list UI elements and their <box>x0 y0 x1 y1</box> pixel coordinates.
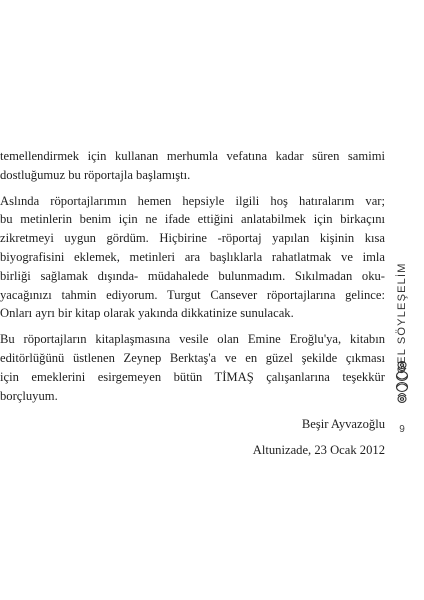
text-line: temellendirmek için kullanan merhumla vefatına kadar süren samimi <box>0 149 385 163</box>
author-name: Beşir Ayvazoğlu <box>301 417 385 432</box>
text-line: editörlüğünü üstlenen Zeynep Berktaş'a ve en güzel şekilde çıkması <box>0 350 385 365</box>
paragraph-1 <box>0 147 385 185</box>
text-line: Aslında röportajlarımın hemen hepsiyle ilgili hoş hatıralarım var; <box>0 193 385 208</box>
text-line: biyografisini eklemek, metinleri ara başlıklarla rahatlatmak ve imla <box>0 249 385 264</box>
ornamental-knot-icon <box>393 360 411 404</box>
text-line: birliği sağlamak dışında- müdahalede bulunmadım. Sıkılmadan oku- <box>0 268 385 283</box>
place-date: Altunizade, 23 Ocak 2012 <box>252 443 385 458</box>
paragraph-3 <box>0 330 385 405</box>
text-line: Bu röportajların kitaplaşmasına vesile olan Emine Eroğlu'ya, kitabın <box>0 332 385 347</box>
text-line: dostluğumuz bu röportajla başlamıştı. <box>0 167 191 182</box>
text-line: yacağınızı tahmin ediyorum. Turgut Cansever röportajlarına gelince: <box>0 287 385 302</box>
text-line: bu metinlerin benim için ne ifade ettiğini anlatabilmek için birkaçını <box>0 212 385 227</box>
side-margin <box>392 0 412 600</box>
text-line: Onları ayrı bir kitap olarak yakında dikkatinize sunulacak. <box>0 306 294 321</box>
body-text <box>0 147 385 466</box>
text-line: borçluyum. <box>0 388 58 403</box>
text-line: için emeklerini esirgemeyen bütün TİMAŞ çalışanlarına teşekkür <box>0 369 385 384</box>
running-title: GEL SÖYLEŞELİM <box>396 262 408 374</box>
page-number: 9 <box>399 424 405 435</box>
text-line: zikretmeyi uygun gördüm. Hiçbirine -röportaj yapılan kişinin kısa <box>0 231 385 246</box>
signature-block <box>0 414 385 461</box>
paragraph-2 <box>0 192 385 324</box>
